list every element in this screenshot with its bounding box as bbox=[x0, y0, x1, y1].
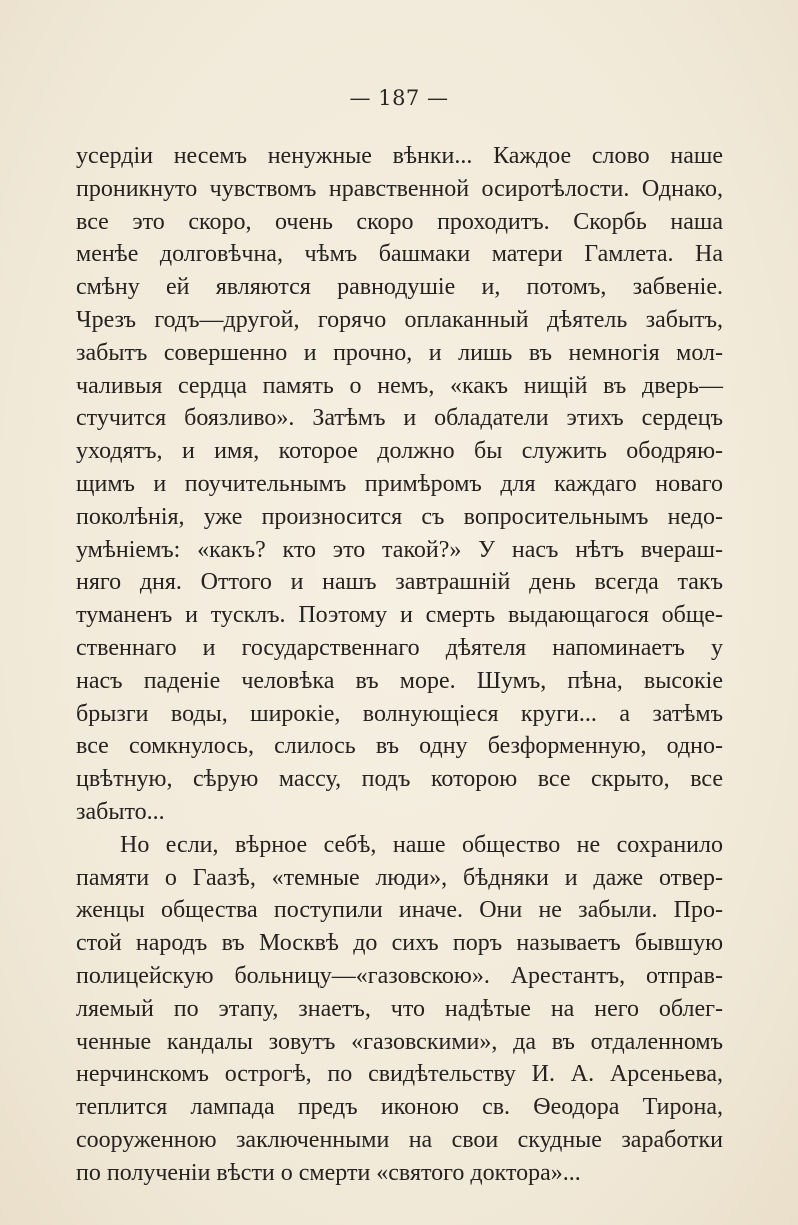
text-line: забытъ совершенно и прочно, и лишь въ немногія мол- bbox=[76, 339, 723, 366]
text-line: умѣніемъ: «какъ? кто это такой?» У насъ нѣтъ вчераш- bbox=[76, 536, 723, 563]
text-line: менѣе долговѣчна, чѣмъ башмаки матери Гамлета. На bbox=[76, 241, 723, 268]
text-line: ственнаго и государственнаго дѣятеля напоминаетъ у bbox=[76, 634, 723, 661]
page-number: — 187 — bbox=[349, 86, 449, 110]
text-line: поколѣнія, уже произносится съ вопросительнымъ недо- bbox=[76, 503, 723, 530]
text-line: памяти о Гаазѣ, «темные люди», бѣдняки и даже отвер- bbox=[76, 864, 723, 891]
text-line: стучится боязливо». Затѣмъ и обладатели этихъ сердецъ bbox=[76, 405, 723, 432]
paragraph-1 bbox=[76, 140, 723, 829]
text-line: нерчинскомъ острогѣ, по свидѣтельству И. А. Арсеньева, bbox=[76, 1061, 723, 1088]
text-line: насъ паденіе человѣка въ море. Шумъ, пѣна, высокіе bbox=[76, 667, 723, 694]
text-line: смѣну ей являются равнодушіе и, потомъ, забвеніе. bbox=[76, 274, 723, 301]
text-line: по полученіи вѣсти о смерти «святого доктора»... bbox=[76, 1159, 581, 1186]
paragraph-2 bbox=[76, 829, 723, 1190]
text-line: Чрезъ годъ—другой, горячо оплаканный дѣятель забытъ, bbox=[76, 306, 723, 333]
text-line: Но если, вѣрное себѣ, наше общество не сохранило bbox=[120, 831, 723, 858]
text-line: цвѣтную, сѣрую массу, подъ которою все скрыто, все bbox=[76, 766, 723, 793]
text-line: сооруженною заключенными на свои скудные заработки bbox=[76, 1126, 723, 1153]
text-line: стой народъ въ Москвѣ до сихъ поръ называетъ бывшую bbox=[76, 930, 723, 957]
text-line: ляемый по этапу, знаетъ, что надѣтые на него облег- bbox=[76, 995, 723, 1022]
text-line: проникнуто чувствомъ нравственной осиротѣлости. Однако, bbox=[76, 175, 723, 202]
text-line: забыто... bbox=[76, 798, 165, 825]
body-text bbox=[76, 140, 723, 1190]
text-line: усердіи несемъ ненужные вѣнки... Каждое слово наше bbox=[76, 143, 723, 169]
text-line: щимъ и поучительнымъ примѣромъ для каждаго новаго bbox=[76, 470, 723, 497]
text-line: туманенъ и тусклъ. Поэтому и смерть выдающагося обще- bbox=[76, 602, 723, 629]
text-line: ченные кандалы зовутъ «газовскими», да въ отдаленномъ bbox=[76, 1028, 723, 1055]
text-line: женцы общества поступили иначе. Они не забыли. Про- bbox=[76, 897, 723, 924]
text-line: чаливыя сердца память о немъ, «какъ нищій въ дверь— bbox=[76, 372, 723, 399]
text-line: брызги воды, широкіе, волнующіеся круги... а затѣмъ bbox=[76, 700, 723, 727]
text-line: няго дня. Оттого и нашъ завтрашній день всегда такъ bbox=[76, 569, 723, 596]
text-line: полицейскую больницу—«газовскою». Арестантъ, отправ- bbox=[76, 962, 723, 989]
text-line: все это скоро, очень скоро проходитъ. Скорбь наша bbox=[76, 208, 723, 235]
text-line: теплится лампада предъ иконою св. Ѳеодора Тирона, bbox=[76, 1094, 723, 1121]
text-line: уходятъ, и имя, которое должно бы служить ободряю- bbox=[76, 438, 723, 465]
text-line: все сомкнулось, слилось въ одну безформенную, одно- bbox=[76, 733, 723, 760]
